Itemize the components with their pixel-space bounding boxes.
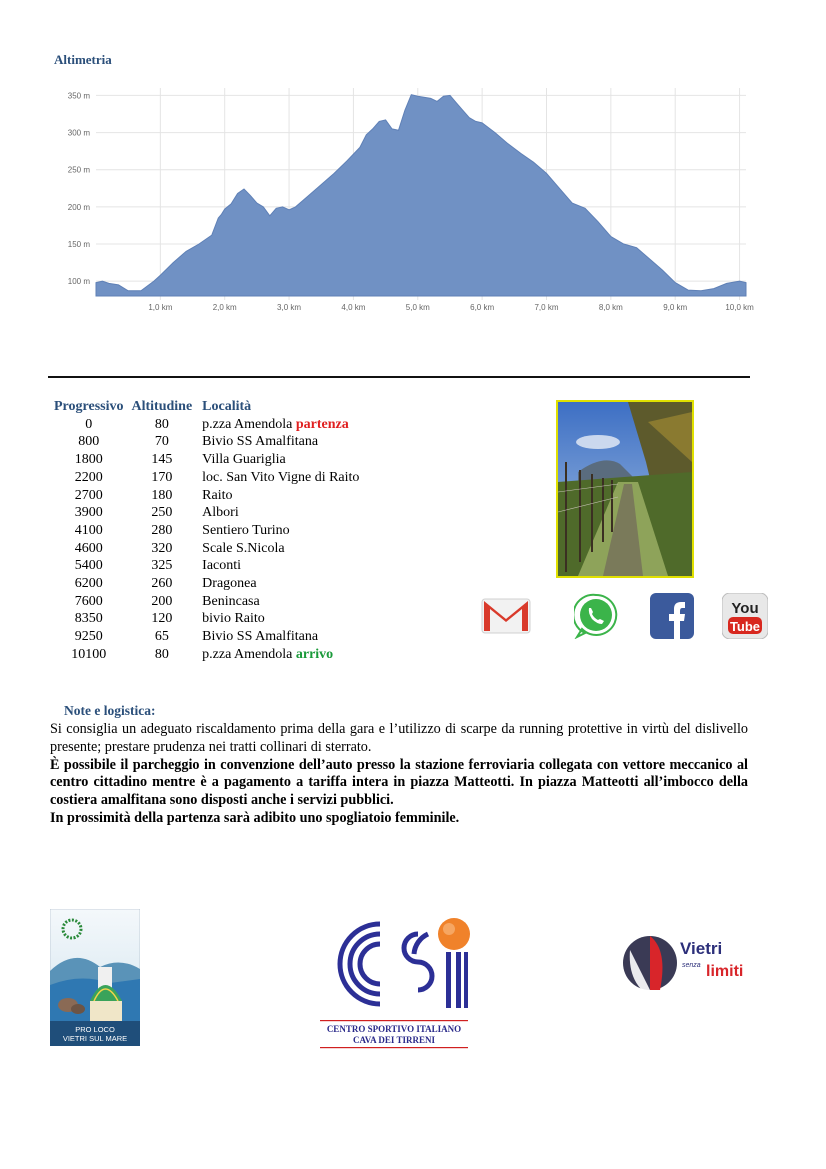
- cell-altitudine: 170: [151, 469, 173, 485]
- end-label: arrivo: [295, 646, 334, 662]
- cell-localita: [196, 575, 363, 593]
- localita-name: Scale S.Nicola: [202, 540, 285, 556]
- elevation-chart: [48, 84, 760, 320]
- table-row: [50, 610, 363, 628]
- localita-name: p.zza Amendola: [202, 646, 293, 662]
- table-row: [50, 646, 363, 664]
- localita-name: loc. San Vito Vigne di Raito: [202, 469, 360, 485]
- cell-altitudine: 200: [151, 593, 173, 609]
- x-tick-label: 5,0 km: [405, 303, 430, 312]
- y-tick-label: 300 m: [67, 128, 90, 138]
- table-row: [50, 522, 363, 540]
- csi-text-1: CENTRO SPORTIVO ITALIANO: [326, 1024, 462, 1034]
- x-tick-label: 3,0 km: [277, 303, 302, 312]
- cell-localita: [196, 593, 363, 611]
- elevation-area: [96, 95, 746, 296]
- chart-title: Altimetria: [54, 52, 112, 67]
- cell-localita: [196, 504, 363, 522]
- cell-altitudine: 70: [154, 434, 169, 450]
- x-tick-label: 6,0 km: [470, 303, 495, 312]
- cell-altitudine: 320: [151, 540, 173, 556]
- notes-paragraph-3: In prossimità della partenza sarà adibito uno spogliatoio femminile.: [50, 809, 460, 826]
- notes-paragraph-2: È possibile il parcheggio in convenzione dell’auto presso la stazione ferroviaria collegata con vettore meccanico al centro cittadino mentre è a pagamento a tariffa intera in piazza Matteotti. In piazza Matteotti all’imbocco della costiera amalfitana sono disposti anche i servizi pubblici.: [50, 756, 748, 809]
- cell-altitudine: 250: [151, 505, 173, 521]
- cell-progressivo: 800: [78, 434, 100, 450]
- youtube-text-top: You: [731, 600, 759, 617]
- cell-altitudine: 280: [151, 522, 173, 538]
- cell-progressivo: 6200: [74, 576, 103, 592]
- table-row: [50, 575, 363, 593]
- cell-progressivo: 9250: [74, 629, 103, 645]
- cell-altitudine: 80: [154, 646, 169, 662]
- proloco-text-1: PRO LOCO: [75, 1025, 115, 1034]
- localita-name: p.zza Amendola: [202, 416, 293, 432]
- cell-progressivo: 7600: [74, 593, 103, 609]
- start-label: partenza: [295, 416, 349, 432]
- localita-name: bivio Raito: [202, 611, 265, 627]
- facebook-icon[interactable]: [650, 593, 696, 639]
- cell-progressivo: 0: [85, 416, 93, 432]
- y-tick-label: 200 m: [67, 202, 90, 212]
- cell-localita: [196, 610, 363, 628]
- table-row: [50, 451, 363, 469]
- cell-altitudine: 120: [151, 611, 173, 627]
- table-row: [50, 469, 363, 487]
- youtube-icon[interactable]: [722, 593, 768, 639]
- cell-localita: [196, 451, 363, 469]
- x-tick-label: 9,0 km: [663, 303, 688, 312]
- y-tick-label: 100 m: [67, 277, 90, 287]
- localita-name: Raito: [202, 487, 233, 503]
- y-tick-label: 350 m: [67, 91, 90, 101]
- cell-progressivo: 2200: [74, 469, 103, 485]
- localita-name: Albori: [202, 505, 239, 521]
- cell-altitudine: 260: [151, 576, 173, 592]
- cell-altitudine: 325: [151, 558, 173, 574]
- y-tick-label: 150 m: [67, 240, 90, 249]
- table-row: [50, 487, 363, 505]
- cell-localita: [196, 646, 363, 664]
- trail-photo: [556, 400, 694, 578]
- x-tick-label: 2,0 km: [212, 303, 237, 312]
- section-divider: [48, 376, 750, 378]
- table-row: [50, 557, 363, 575]
- cell-progressivo: 2700: [74, 487, 103, 503]
- cell-progressivo: 10100: [71, 646, 107, 662]
- localita-name: Dragonea: [202, 576, 257, 592]
- localita-name: Iaconti: [202, 558, 242, 574]
- cell-localita: [196, 557, 363, 575]
- table-row: [50, 540, 363, 558]
- vietri-word-3: limiti: [706, 963, 744, 980]
- x-tick-label: 8,0 km: [598, 303, 623, 312]
- localita-name: Sentiero Turino: [202, 522, 290, 538]
- table-row: [50, 504, 363, 522]
- cell-localita: [196, 433, 363, 451]
- csi-logo: [318, 914, 470, 1052]
- y-tick-label: 250 m: [67, 165, 90, 175]
- cell-progressivo: 4600: [74, 540, 103, 556]
- cell-altitudine: 65: [154, 629, 169, 645]
- cell-localita: [196, 628, 363, 646]
- table-row: [50, 593, 363, 611]
- cell-progressivo: 3900: [74, 505, 103, 521]
- proloco-logo: [50, 909, 140, 1046]
- cell-progressivo: 4100: [74, 522, 103, 538]
- notes-title: Note e logistica:: [64, 703, 156, 718]
- proloco-text-2: VIETRI SUL MARE: [62, 1034, 128, 1043]
- table-row: [50, 628, 363, 646]
- localita-name: Benincasa: [202, 593, 260, 609]
- cell-altitudine: 180: [151, 487, 173, 503]
- cell-localita: [196, 416, 363, 434]
- header-progressivo: Progressivo: [54, 399, 124, 414]
- notes-body: [50, 721, 748, 828]
- vietri-senza-limiti-logo: [620, 930, 750, 996]
- cell-localita: [196, 540, 363, 558]
- x-tick-label: 1,0 km: [148, 303, 173, 312]
- cell-progressivo: 1800: [74, 452, 103, 468]
- vietri-word-2: senza: [682, 962, 701, 969]
- cell-progressivo: 5400: [74, 558, 103, 574]
- gmail-icon[interactable]: [480, 593, 526, 639]
- youtube-text-bottom: Tube: [729, 619, 761, 634]
- cell-altitudine: 80: [154, 416, 169, 432]
- csi-text-2: CAVA DEI TIRRENI: [352, 1035, 436, 1045]
- header-altitudine: Altitudine: [131, 399, 193, 414]
- x-tick-label: 4,0 km: [341, 303, 366, 312]
- x-tick-label: 10,0 km: [725, 303, 754, 312]
- notes-paragraph-1: Si consiglia un adeguato riscaldamento prima della gara e l’utilizzo di scarpe da running protettive in virtù del dislivello presente; prestare prudenza nei tratti collinari di sterrato.: [50, 721, 748, 755]
- route-table: [50, 398, 363, 664]
- localita-name: Bivio SS Amalfitana: [202, 434, 319, 450]
- cell-progressivo: 8350: [74, 611, 103, 627]
- cell-altitudine: 145: [151, 452, 173, 468]
- header-localita: Località: [202, 399, 252, 414]
- cell-localita: [196, 522, 363, 540]
- localita-name: Bivio SS Amalfitana: [202, 629, 319, 645]
- table-row: [50, 433, 363, 451]
- cell-localita: [196, 469, 363, 487]
- cell-localita: [196, 487, 363, 505]
- vietri-word-1: Vietri: [680, 939, 723, 958]
- x-tick-label: 7,0 km: [534, 303, 559, 312]
- whatsapp-icon[interactable]: [574, 593, 620, 639]
- localita-name: Villa Guariglia: [202, 452, 286, 468]
- table-row: [50, 416, 363, 434]
